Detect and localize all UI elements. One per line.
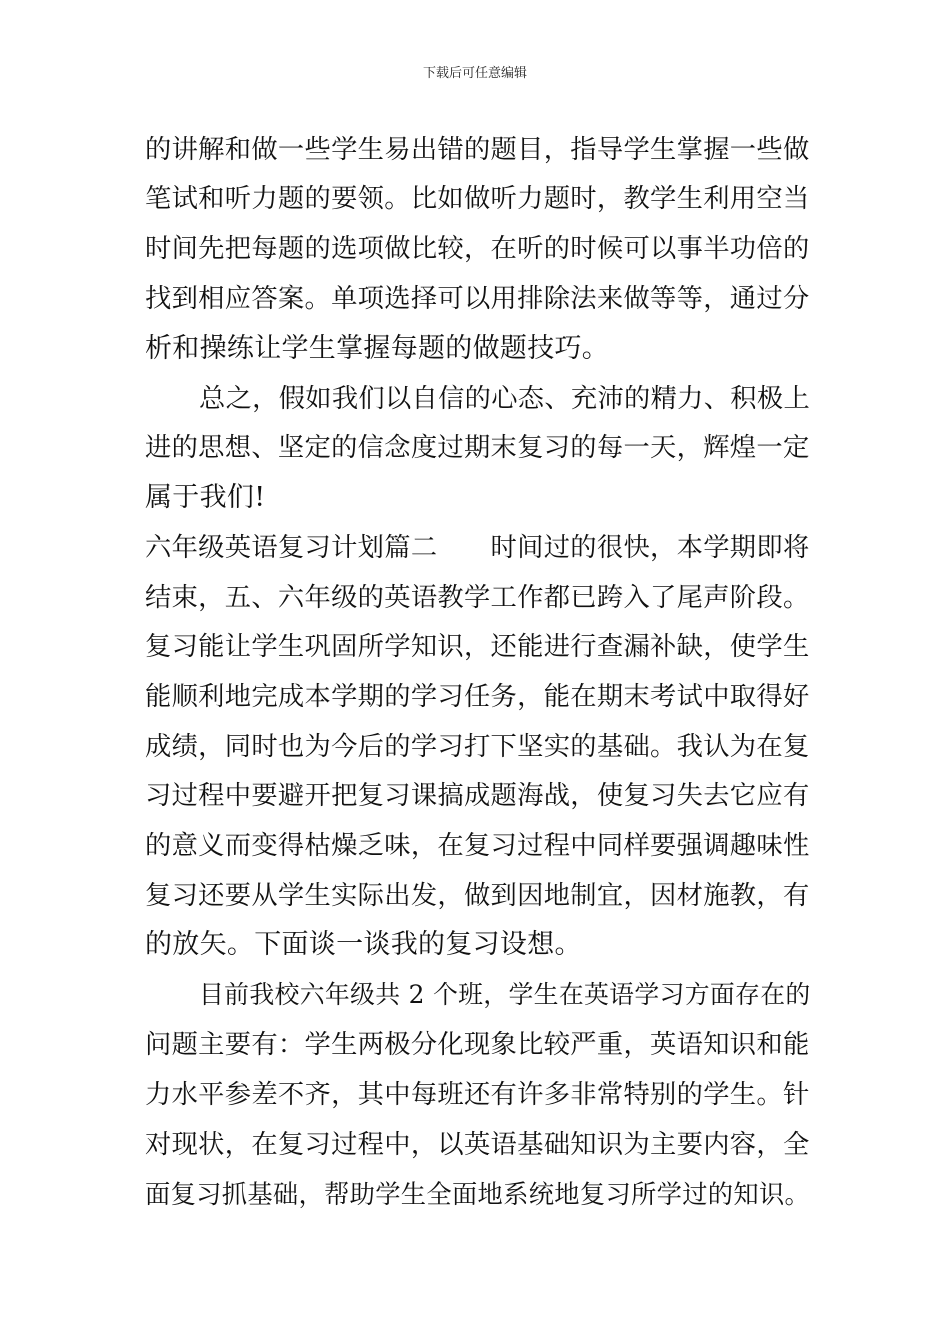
text-line: 总之，假如我们以自信的心态、充沛的精力、积极上 [199,384,811,414]
page-header: 下载后可任意编辑 [422,66,527,81]
text-line: 习过程中要避开把复习课搞成题海战，使复习失去它应有 [145,781,810,811]
text-line: 析和操练让学生掌握每题的做题技巧。 [145,333,610,364]
text-line: 的讲解和做一些学生易出错的题目，指导学生掌握一些做 [145,135,810,165]
text-line: 笔试和听力题的要领。比如做听力题时，教学生利用空当 [145,184,810,214]
text-line: 时间先把每题的选项做比较，在听的时候可以事半功倍的 [145,234,810,264]
text-line: 力水平参差不齐，其中每班还有许多非常特别的学生。针 [145,1080,810,1110]
text-line: 的意义而变得枯燥乏味，在复习过程中同样要强调趣味性 [145,831,810,861]
text-line: 问题主要有：学生两极分化现象比较严重，英语知识和能 [145,1030,810,1060]
text-line: 对现状，在复习过程中，以英语基础知识为主要内容，全 [145,1130,810,1160]
text-line: 面复习抓基础，帮助学生全面地系统地复习所学过的知识。 [145,1180,811,1209]
text-line: 复习能让学生巩固所学知识，还能进行查漏补缺，使学生 [145,632,810,662]
text-line: 找到相应答案。单项选择可以用排除法来做等等，通过分 [145,284,810,314]
section-heading-line: 六年级英语复习计划篇二 时间过的很快，本学期即将 [145,533,810,563]
text-line: 成绩，同时也为今后的学习打下坚实的基础。我认为在复 [145,732,810,762]
text-line: 目前我校六年级共 2 个班，学生在英语学习方面存在的 [199,980,811,1009]
text-line: 复习还要从学生实际出发，做到因地制宜，因材施教，有 [145,881,810,911]
text-line: 结束，五、六年级的英语教学工作都已跨入了尾声阶段。 [145,583,810,613]
text-line: 属于我们! [145,482,266,513]
text-line: 的放矢。下面谈一谈我的复习设想。 [145,929,582,960]
text-line: 进的思想、坚定的信念度过期末复习的每一天，辉煌一定 [145,433,810,463]
text-line: 能顺利地完成本学期的学习任务，能在期末考试中取得好 [145,682,810,712]
